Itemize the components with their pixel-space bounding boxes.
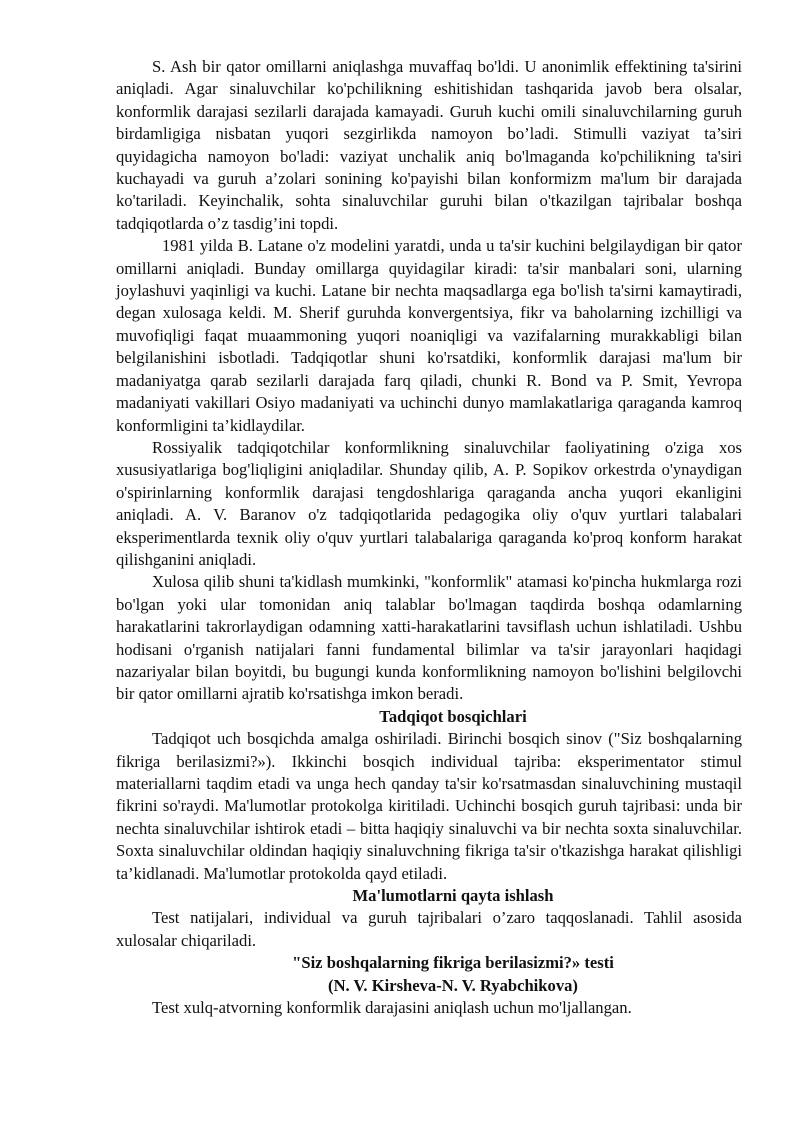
paragraph-data-processing: Test natijalari, individual va guruh tajribalari o’zaro taqqoslanadi. Tahlil asosida xulosalar chiqariladi. [116,908,742,950]
heading-data-processing: Ma'lumotlarni qayta ishlash [352,886,554,906]
heading-test-title: "Siz boshqalarning fikriga berilasizmi?» testi [292,953,614,973]
paragraph-conclusion: Xulosa qilib shuni ta'kidlash mumkinki, "konformlik" atamasi ko'pincha hukmlarga rozi bo'lgan yoki ular tomonidan aniq talablar bo'lmagan taqdirda boshqa odamlarning harakatlarini takrorlaydigan odamning xatti-harakatlarini tavsiflash uchun ishlatiladi. Ushbu hodisani o'rganish natijalari fanni fundamental bilimlar va ta'sir jarayonlari haqidagi nazariyalar bilan boyitdi, bu bugungi kunda konformlikning namoyon bo'lishini belgilovchi bir qator omillarni ajratib ko'rsatishga imkon beradi. [116,572,742,704]
paragraph-latane-model: 1981 yilda B. Latane o'z modelini yaratdi, unda u ta'sir kuchini belgilaydigan bir qator omillarni aniqladi. Bunday omillarga quyidagilar kiradi: ta'sir manbalari soni, ularning joylashuvi yaqinligi va kuchi. Latane bir nechta maqsadlarga ega bo'lish ta'sirni kamaytiradi, degan xulosaga keldi. M. Sherif guruhda konvergentsiya, fikr va baholarning izchilligi va muvofiqligi faqat muaammoning yuqori noaniqligi va vazifalarning murakkabligi bilan belgilanishini isbotladi. Tadqiqotlar shuni ko'rsatdiki, konformlik darajasi ma'lum bir madaniyatga qarab sezilarli darajada farq qiladi, chunki R. Bond va P. Smit, Yevropa madaniyati vakillari Osiyo madaniyati va uchinchi dunyo mamlakatlariga qaraganda kamroq konformligini ta’kidlaydilar. [116,236,742,435]
paragraph-test-purpose: Test xulq-atvorning konformlik darajasini aniqlash uchun mo'ljallangan. [152,998,632,1018]
paragraph-research-stages: Tadqiqot uch bosqichda amalga oshiriladi. Birinchi bosqich sinov ("Siz boshqalarning fikriga berilasizmi?»). Ikkinchi bosqich individual tajriba: eksperimentator stimul materiallarni taqdim etadi va unga hech qanday ta'sir ko'rsatmasdan sinaluvchining mustaqil fikrini so'raydi. Ma'lumotlar protokolga kiritiladi. Uchinchi bosqich guruh tajribasi: unda bir nechta sinaluvchilar ishtirok etadi – bitta haqiqiy sinaluvchi va bir nechta soxta sinaluvchilar. Soxta sinaluvchilar oldindan haqiqiy sinaluvchning fikriga ta'sir o'tkazishga harakat qilishligi ta’kidlanadi. Ma'lumotlar protokolda qayd etiladi. [116,729,742,883]
document-page [116,56,742,1019]
heading-test-authors: (N. V. Kirsheva-N. V. Ryabchikova) [328,975,578,995]
paragraph-ash-factors: S. Ash bir qator omillarni aniqlashga muvaffaq bo'ldi. U anonimlik effektining ta'sirini aniqladi. Agar sinaluvchilar ko'pchilikning eshitishidan tashqarida javob bera olsalar, konformlik darajasi sezilarli darajada kamayadi. Guruh kuchi omili sinaluvchilarning guruh birdamligiga nisbatan yuqori sezgirlikda namoyon bo’ladi. Stimulli vaziyat ta’siri quyidagicha namoyon bo'ladi: vaziyat unchalik aniq bo'lmaganda ko'pchilikning ta'siri kuchayadi va guruh a’zolari sonining ko'payishi bilan konformizm ma'lum bir darajada ko'tariladi. Keyinchalik, sohta sinaluvchilar guruhi bilan o'tkazilgan tajribalar boshqa tadqiqotlarda o’z tasdig’ini topdi. [116,57,742,233]
heading-research-stages: Tadqiqot bosqichlari [379,706,527,726]
paragraph-russian-researchers: Rossiyalik tadqiqotchilar konformlikning sinaluvchilar faoliyatining o'ziga xos xususiyatlariga bog'liqligini aniqladilar. Shunday qilib, A. P. Sopikov orkestrda o'ynaydigan o'spirinlarning konformlik darajasi tengdoshlariga qaraganda ancha yuqori ekanligini aniqladi. A. V. Baranov o'z tadqiqotlarida pedagogika oliy o'quv yurtlari talabalari eksperimentlarda texnik oliy o'quv yurtlari talabalariga qaraganda ko'proq konform harakat qilishganini aniqladi. [116,437,742,569]
